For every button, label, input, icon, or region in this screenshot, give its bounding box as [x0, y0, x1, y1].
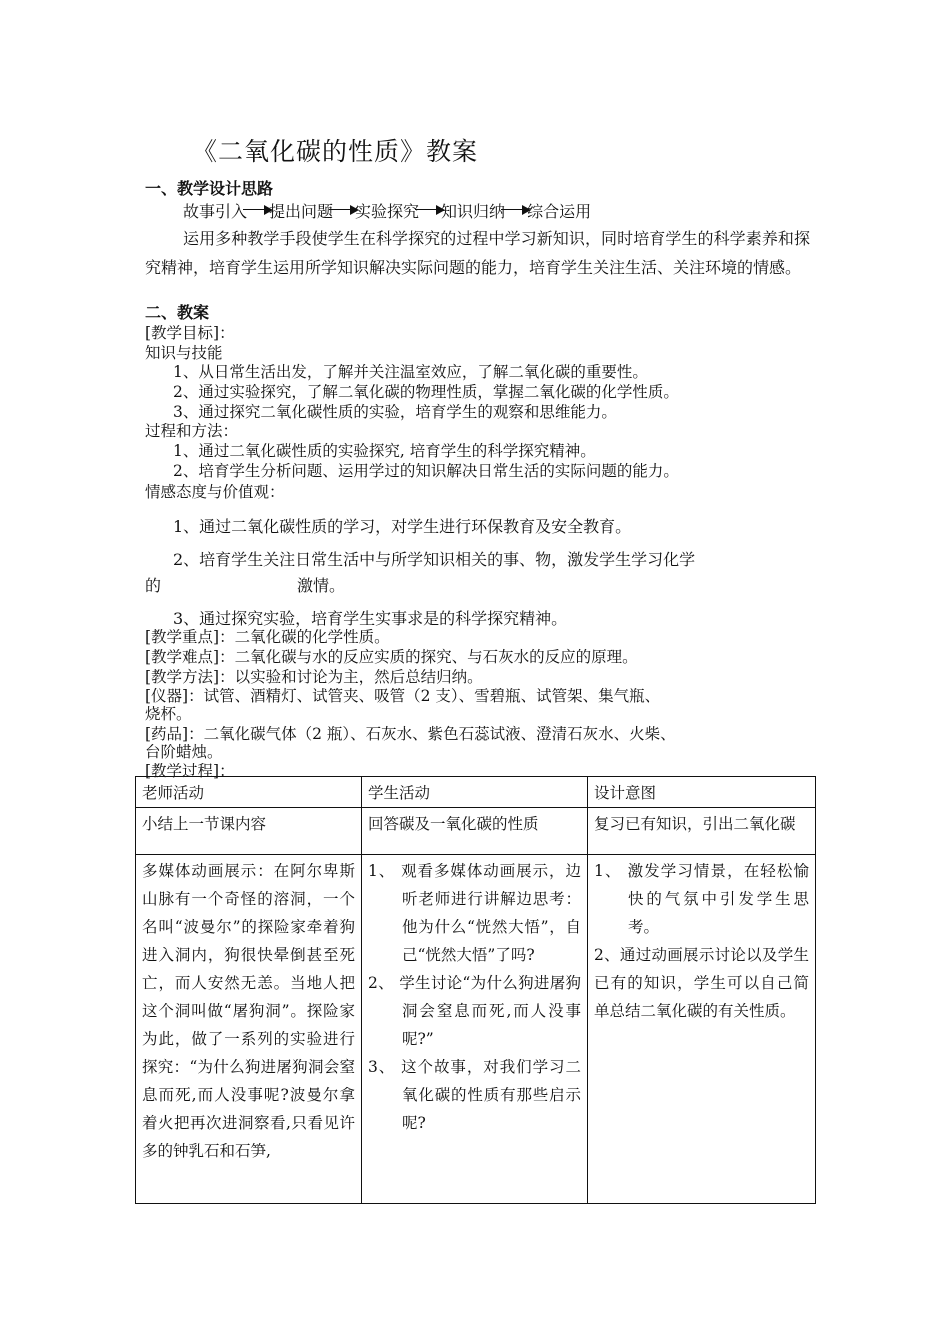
process-item: 2、培育学生分析问题、运用学过的知识解决日常生活的实际问题的能力。 [173, 462, 679, 480]
teaching-process-table [135, 776, 816, 1204]
emotion-item: 3、通过探究实验，培育学生实事求是的科学探究精神。 [173, 609, 568, 628]
flow-step: 实验探究 [355, 202, 420, 221]
table-row [136, 855, 816, 1204]
list-item: 2、通过动画展示讨论以及学生已有的知识，学生可以自己简单总结二氧化碳的有关性质。 [594, 946, 809, 1020]
drugs-cont: 台阶蜡烛。 [145, 743, 223, 761]
emotion-item: 1、通过二氧化碳性质的学习，对学生进行环保教育及安全教育。 [173, 517, 632, 536]
process-item: 1、通过二氧化碳性质的实验探究, 培育学生的科学探究精神。 [173, 442, 596, 460]
list-item: 1、 观看多媒体动画展示，边听老师进行讲解边思考：他为什么“恍然大悟”，自己“恍然大悟”了吗? [368, 862, 581, 964]
goals-label: [教学目标]： [145, 324, 235, 342]
process-heading: [教学过程]： [145, 762, 235, 780]
emotion-item: 2、培育学生关注日常生活中与所学知识相关的事、物，激发学生学习化学 [173, 550, 696, 569]
flow-step: 提出问题 [269, 202, 334, 221]
table-cell-intent [588, 855, 816, 1204]
table-row [136, 808, 816, 855]
flow-step: 知识归纳 [441, 202, 506, 221]
table-cell: 小结上一节课内容 [136, 808, 362, 855]
design-flow [183, 199, 591, 222]
difficulty: [教学难点]：二氧化碳与水的反应实质的探究、与石灰水的反应的原理。 [145, 648, 638, 666]
instruments: [仪器]：试管、酒精灯、试管夹、吸管（2 支）、雪碧瓶、试管架、集气瓶、 [145, 687, 661, 705]
page-title: 《二氧化碳的性质》教案 [191, 137, 478, 166]
table-header: 老师活动 [136, 777, 362, 808]
knowledge-item: 2、通过实验探究，了解二氧化碳的物理性质，掌握二氧化碳的化学性质。 [173, 383, 679, 401]
knowledge-item: 3、通过探究二氧化碳性质的实验，培育学生的观察和思维能力。 [173, 403, 617, 421]
process-label: 过程和方法： [145, 422, 239, 440]
table-header-row [136, 777, 816, 808]
section-heading-plan: 二、教案 [145, 303, 210, 322]
table-cell: 回答碳及一氧化碳的性质 [362, 808, 588, 855]
table-header: 学生活动 [362, 777, 588, 808]
arrow-right-icon [329, 205, 359, 215]
flow-step: 故事引入 [183, 202, 248, 221]
table-cell-teacher: 多媒体动画展示：在阿尔卑斯山脉有一个奇怪的溶洞，一个名叫“波曼尔”的探险家牵着狗进入洞内，狗很快晕倒甚至死亡，而人安然无恙。当地人把这个洞叫做“屠狗洞”。探险家为此，做了一系列的实验进行探究：“为什么狗进屠狗洞会窒息而死,而人没事呢?波曼尔拿着火把再次进洞察看,只看见许多的钟乳石和石笋, [136, 855, 362, 1204]
emotion-label: 情感态度与价值观： [145, 483, 285, 501]
table-cell-student [362, 855, 588, 1204]
emotion-item-cont: 激情。 [297, 576, 346, 595]
key-point: [教学重点]：二氧化碳的化学性质。 [145, 628, 390, 646]
arrow-right-icon [415, 205, 445, 215]
arrow-right-icon [501, 205, 531, 215]
design-paragraph: 运用多种教学手段使学生在科学探究的过程中学习新知识，同时培育学生的科学素养和探究精神，培育学生运用所学知识解决实际问题的能力，培育学生关注生活、关注环境的情感。 [145, 229, 810, 277]
table-header: 设计意图 [588, 777, 816, 808]
list-item: 3、 这个故事，对我们学习二氧化碳的性质有那些启示呢? [368, 1058, 581, 1132]
table-cell: 复习已有知识，引出二氧化碳 [588, 808, 816, 855]
method: [教学方法]：以实验和讨论为主，然后总结归纳。 [145, 668, 483, 686]
instruments-cont: 烧杯。 [145, 705, 192, 723]
knowledge-item: 1、从日常生活出发，了解并关注温室效应，了解二氧化碳的重要性。 [173, 363, 648, 381]
section-heading-design: 一、教学设计思路 [145, 179, 274, 198]
knowledge-label: 知识与技能 [145, 344, 223, 362]
list-item: 1、 激发学习情景，在轻松愉快的气氛中引发学生思考。 [594, 862, 809, 936]
emotion-item-cont: 的 [145, 576, 162, 595]
drugs: [药品]：二氧化碳气体（2 瓶）、石灰水、紫色石蕊试液、澄清石灰水、火柴、 [145, 725, 676, 743]
arrow-right-icon [243, 205, 273, 215]
list-item: 2、 学生讨论“为什么狗进屠狗洞会窒息而死,而人没事呢?” [368, 974, 581, 1048]
flow-step: 综合运用 [527, 202, 592, 221]
